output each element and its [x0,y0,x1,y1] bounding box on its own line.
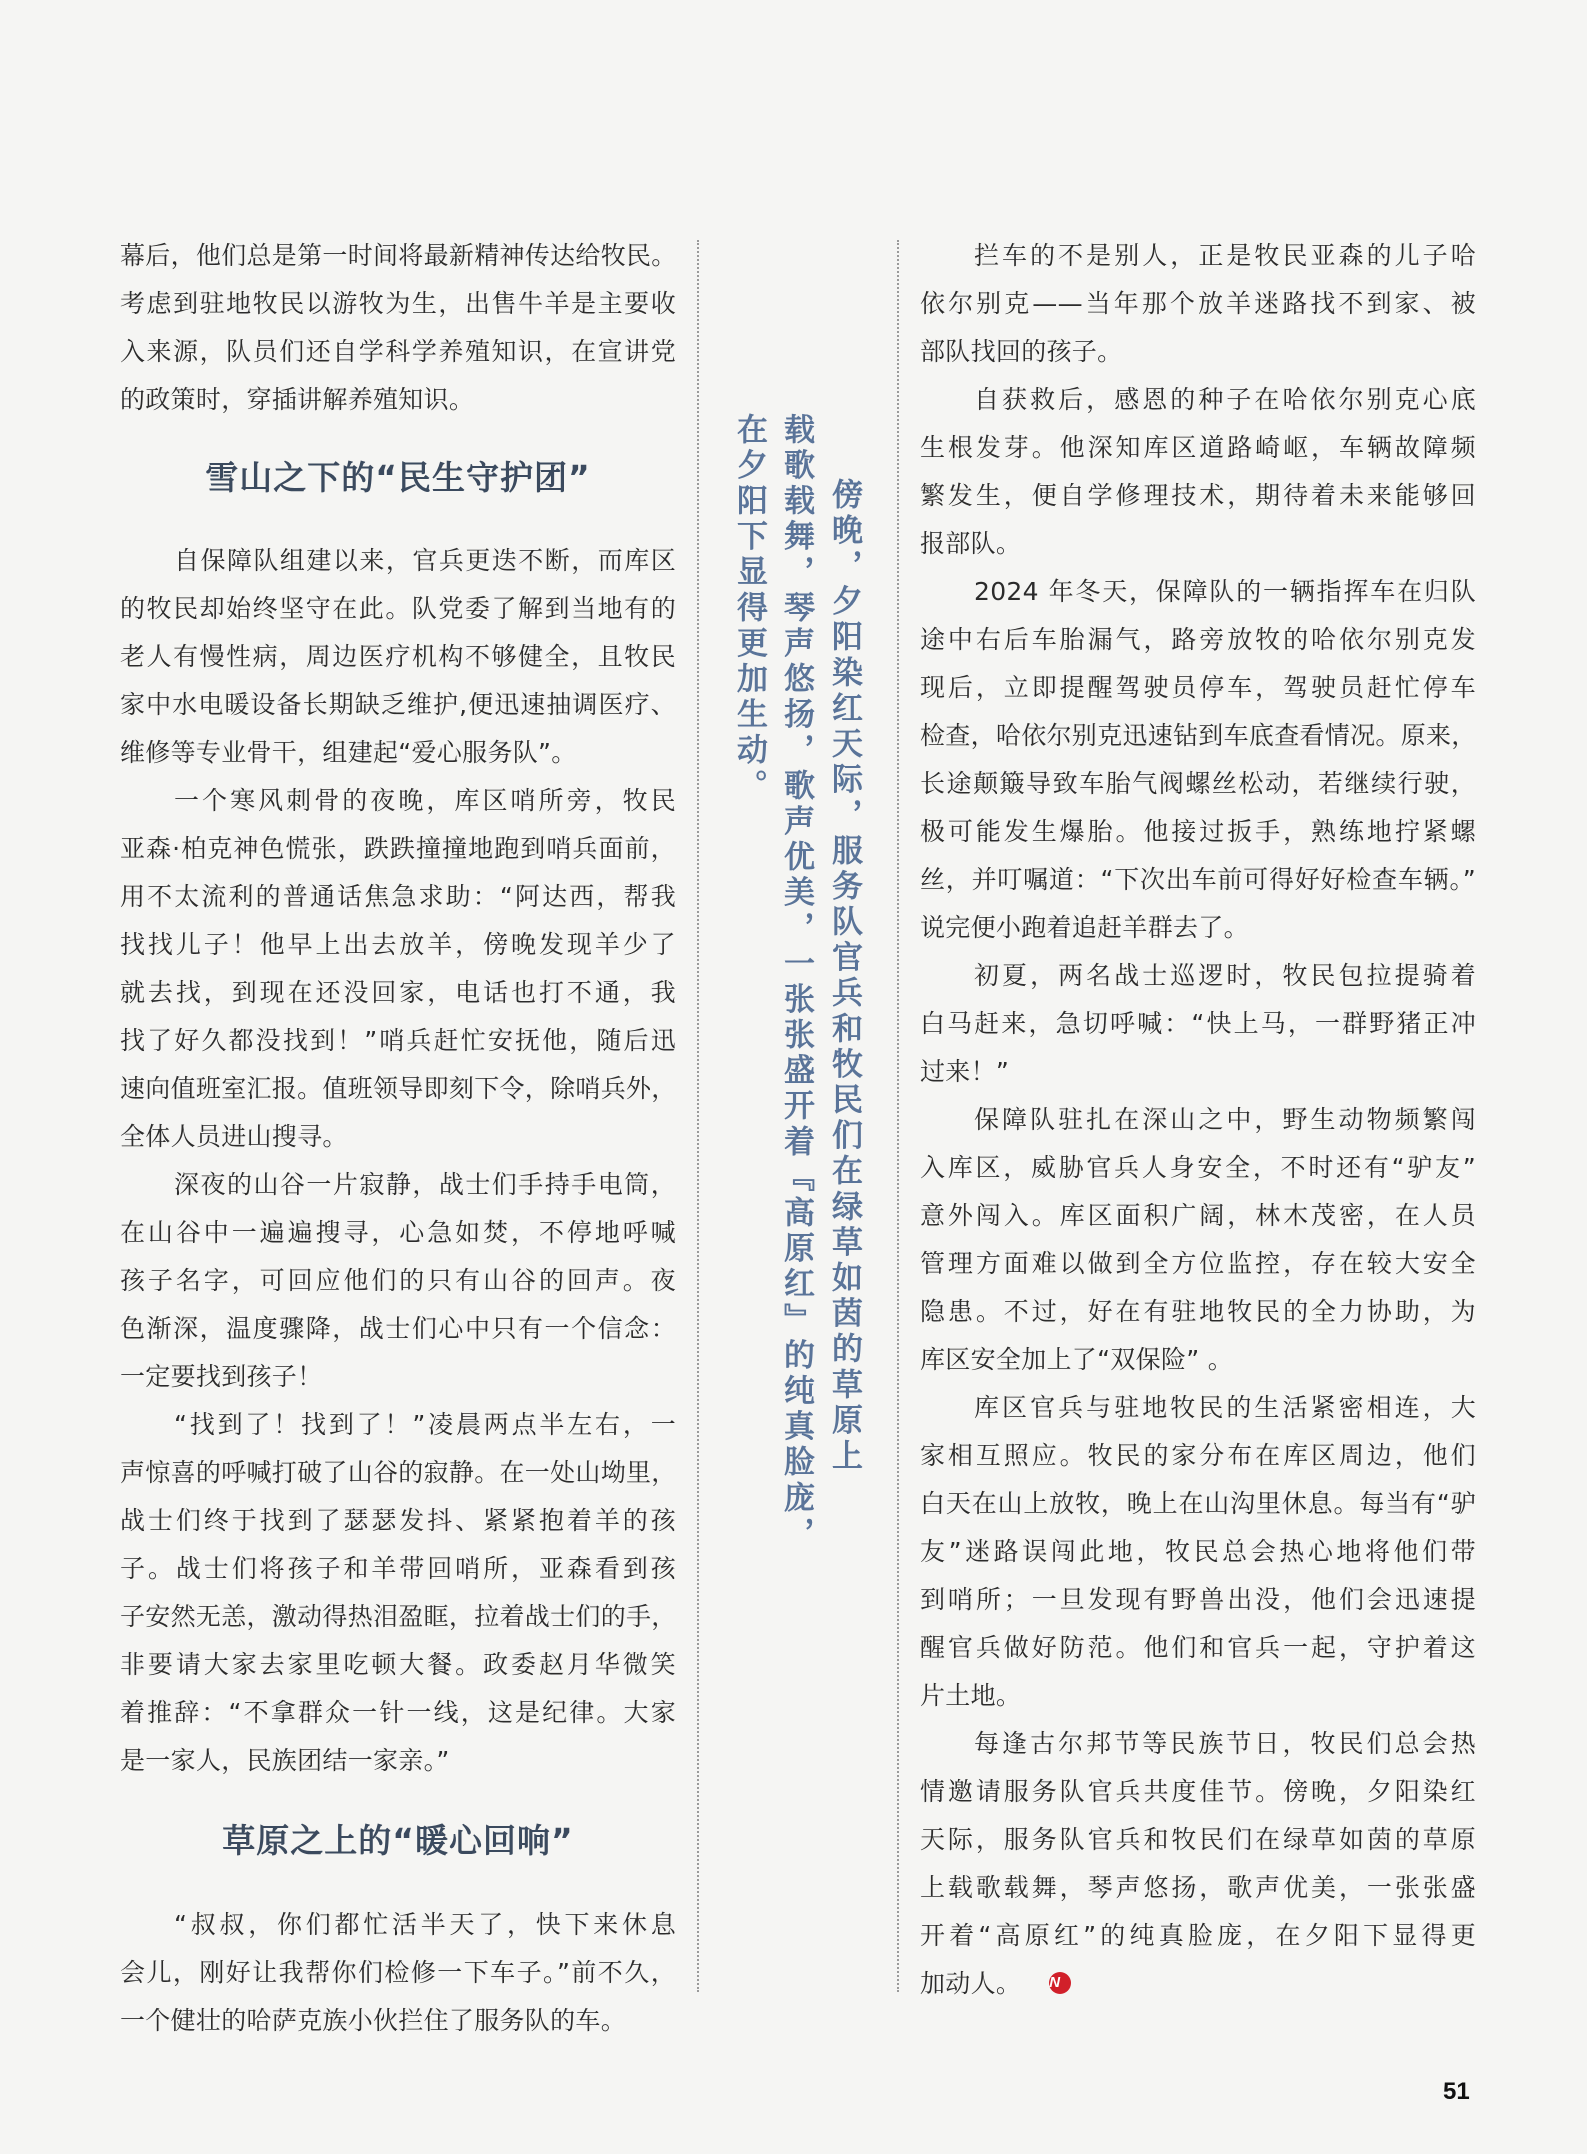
text-line: 报部队。 [920,529,1022,558]
text-line: 意外闯入。库区面积广阔，林木茂密，在人员 [920,1201,1476,1230]
text-line: 2024 年冬天，保障队的一辆指挥车在归队 [974,577,1476,606]
text-line: 片土地。 [920,1681,1022,1710]
text-line: 天际，服务队官兵和牧民们在绿草如茵的草原 [920,1825,1476,1854]
section-heading-grassland: 草原之上的“暖心回响” [222,1821,574,1861]
text-line: 幕后，他们总是第一时间将最新精神传达给牧民。 [120,241,677,270]
column-divider-right [897,240,899,1992]
left-column [120,232,676,2045]
paragraph [920,568,1476,952]
pull-quote-column: 在夕阳下显得更加生动。 [731,413,767,805]
text-line: 的牧民却始终坚守在此。队党委了解到当地有的 [120,594,676,624]
text-line: 自保障队组建以来，官兵更迭不断，而库区 [174,546,676,576]
text-line: 找了好久都没找到！”哨兵赶忙安抚他，随后迅 [120,1026,676,1056]
text-line: 入库区，威胁官兵人身安全，不时还有“驴友” [920,1153,1476,1182]
text-line: 会儿，刚好让我帮你们检修一下车子。”前不久， [120,1957,676,1987]
paragraph [120,1401,676,1785]
text-line: 是一家人，民族团结一家亲。” [120,1746,450,1776]
text-line: 就去找，到现在还没回家，电话也打不通，我 [120,978,676,1008]
text-line: 库区官兵与驻地牧民的生活紧密相连，大 [974,1393,1476,1422]
text-line: 部队找回的孩子。 [920,337,1123,366]
paragraph [920,232,1476,376]
text-line: 子安然无恙，激动得热泪盈眶，拉着战士们的手， [120,1602,677,1632]
text-line: 声惊喜的呼喊打破了山谷的寂静。在一处山坳里， [120,1458,677,1488]
text-line: 管理方面难以做到全方位监控，存在较大安全 [920,1249,1476,1278]
text-line: 过来！” [920,1057,1010,1086]
text-line: 在山谷中一遍遍搜寻，心急如焚，不停地呼喊 [120,1218,676,1248]
text-line: 白马赶来，急切呼喊：“快上马，一群野猪正冲 [920,1009,1476,1038]
text-line: 非要请大家去家里吃顿大餐。政委赵月华微笑 [120,1650,676,1680]
text-line: 着推辞：“不拿群众一针一线，这是纪律。大家 [120,1698,676,1728]
paragraph [120,777,676,1161]
text-line: 的政策时，穿插讲解养殖知识。 [120,385,475,414]
text-line: 拦车的不是别人，正是牧民亚森的儿子哈 [974,241,1476,270]
text-line: 速向值班室汇报。值班领导即刻下令，除哨兵外， [120,1074,677,1104]
text-line: 色渐深，温度骤降，战士们心中只有一个信念： [120,1314,676,1344]
text-line: 极可能发生爆胎。他接过扳手，熟练地拧紧螺 [920,817,1476,846]
text-line: “找到了！找到了！”凌晨两点半左右，一 [174,1410,676,1440]
section-heading-snow-mountain: 雪山之下的“民生守护团” [205,458,591,497]
text-line: 检查，哈依尔别克迅速钻到车底查看情况。原来， [920,721,1477,750]
text-line [920,1960,1476,2008]
text-line: 上载歌载舞，琴声悠扬，歌声优美，一张张盛 [920,1873,1476,1902]
text-line: 隐患。不过，好在有驻地牧民的全力协助，为 [920,1297,1476,1326]
text-line: 一定要找到孩子！ [120,1362,323,1392]
text-line: 繁发生，便自学修理技术，期待着未来能够回 [920,481,1476,510]
paragraph [920,952,1476,1096]
text-line: 丝，并叮嘱道：“下次出车前可得好好检查车辆。” [920,865,1476,894]
text-line: 孩子名字，可回应他们的只有山谷的回声。夜 [120,1266,676,1296]
text-line: “叔叔，你们都忙活半天了，快下来休息 [174,1909,676,1939]
paragraph [120,1901,676,2045]
paragraph [120,1161,676,1401]
paragraph [920,1096,1476,1384]
paragraph [920,1720,1476,2008]
text-line: 用不太流利的普通话焦急求助：“阿达西，帮我 [120,882,676,912]
text-line: 开着“高原红”的纯真脸庞，在夕阳下显得更 [920,1921,1476,1950]
paragraph [920,1384,1476,1720]
text-line-content: 加动人。 [920,1969,1022,1998]
text-line: 依尔别克——当年那个放羊迷路找不到家、被 [920,289,1476,318]
text-line: 入来源，队员们还自学科学养殖知识，在宣讲党 [120,337,676,366]
text-line: 到哨所；一旦发现有野兽出没，他们会迅速提 [920,1585,1476,1614]
text-line: 途中右后车胎漏气，路旁放牧的哈依尔别克发 [920,625,1476,654]
pull-quote-column: 傍晚，夕阳染红天际，服务队官兵和牧民们在绿草如茵的草原上 [826,478,862,1475]
text-line: 家相互照应。牧民的家分布在库区周边，他们 [920,1441,1476,1470]
column-divider-left [697,240,699,1992]
text-line: 维修等专业骨干，组建起“爱心服务队”。 [120,738,577,768]
text-line: 子。战士们将孩子和羊带回哨所，亚森看到孩 [120,1554,676,1584]
text-line: 战士们终于找到了瑟瑟发抖、紧紧抱着羊的孩 [120,1506,676,1536]
text-line: 一个寒风刺骨的夜晚，库区哨所旁，牧民 [174,786,676,816]
paragraph [120,537,676,777]
text-line: 说完便小跑着追赶羊群去了。 [920,913,1249,942]
paragraph [920,376,1476,568]
text-line: 找找儿子！他早上出去放羊，傍晚发现羊少了 [120,930,676,960]
text-line: 考虑到驻地牧民以游牧为生，出售牛羊是主要收 [120,289,676,318]
text-line: 老人有慢性病，周边医疗机构不够健全，且牧民 [120,642,676,672]
text-line: 库区安全加上了“双保险” 。 [920,1345,1234,1374]
text-line: 生根发芽。他深知库区道路崎岖，车辆故障频 [920,433,1476,462]
text-line: 自获救后，感恩的种子在哈依尔别克心底 [974,385,1476,414]
text-line: 一个健壮的哈萨克族小伙拦住了服务队的车。 [120,2005,627,2035]
right-column [920,232,1476,2008]
text-line: 家中水电暖设备长期缺乏维护,便迅速抽调医疗、 [120,690,676,720]
text-line: 长途颠簸导致车胎气阀螺丝松动，若继续行驶， [920,769,1476,798]
text-line: 醒官兵做好防范。他们和官兵一起，守护着这 [920,1633,1476,1662]
text-line: 白天在山上放牧，晚上在山沟里休息。每当有“驴 [920,1489,1476,1518]
text-line: 全体人员进山搜寻。 [120,1122,348,1152]
pull-quote-column: 载歌载舞，琴声悠扬，歌声优美，一张张盛开着『高原红』的纯真脸庞， [778,413,814,1553]
text-line: 初夏，两名战士巡逻时，牧民包拉提骑着 [974,961,1476,990]
text-line: 保障队驻扎在深山之中，野生动物频繁闯 [974,1105,1476,1134]
text-line: 亚森·柏克神色慌张，跌跌撞撞地跑到哨兵面前， [120,834,676,864]
paragraph [120,232,676,424]
end-mark-logo-icon: N [1049,1972,1071,1994]
text-line: 情邀请服务队官兵共度佳节。傍晚，夕阳染红 [920,1777,1476,1806]
text-line: 现后，立即提醒驾驶员停车，驾驶员赶忙停车 [920,673,1476,702]
text-line: 友”迷路误闯此地，牧民总会热心地将他们带 [920,1537,1476,1566]
text-line: 每逢古尔邦节等民族节日，牧民们总会热 [974,1729,1476,1758]
text-line: 深夜的山谷一片寂静，战士们手持手电筒， [174,1170,676,1200]
page-number: 51 [1443,2078,1470,2105]
